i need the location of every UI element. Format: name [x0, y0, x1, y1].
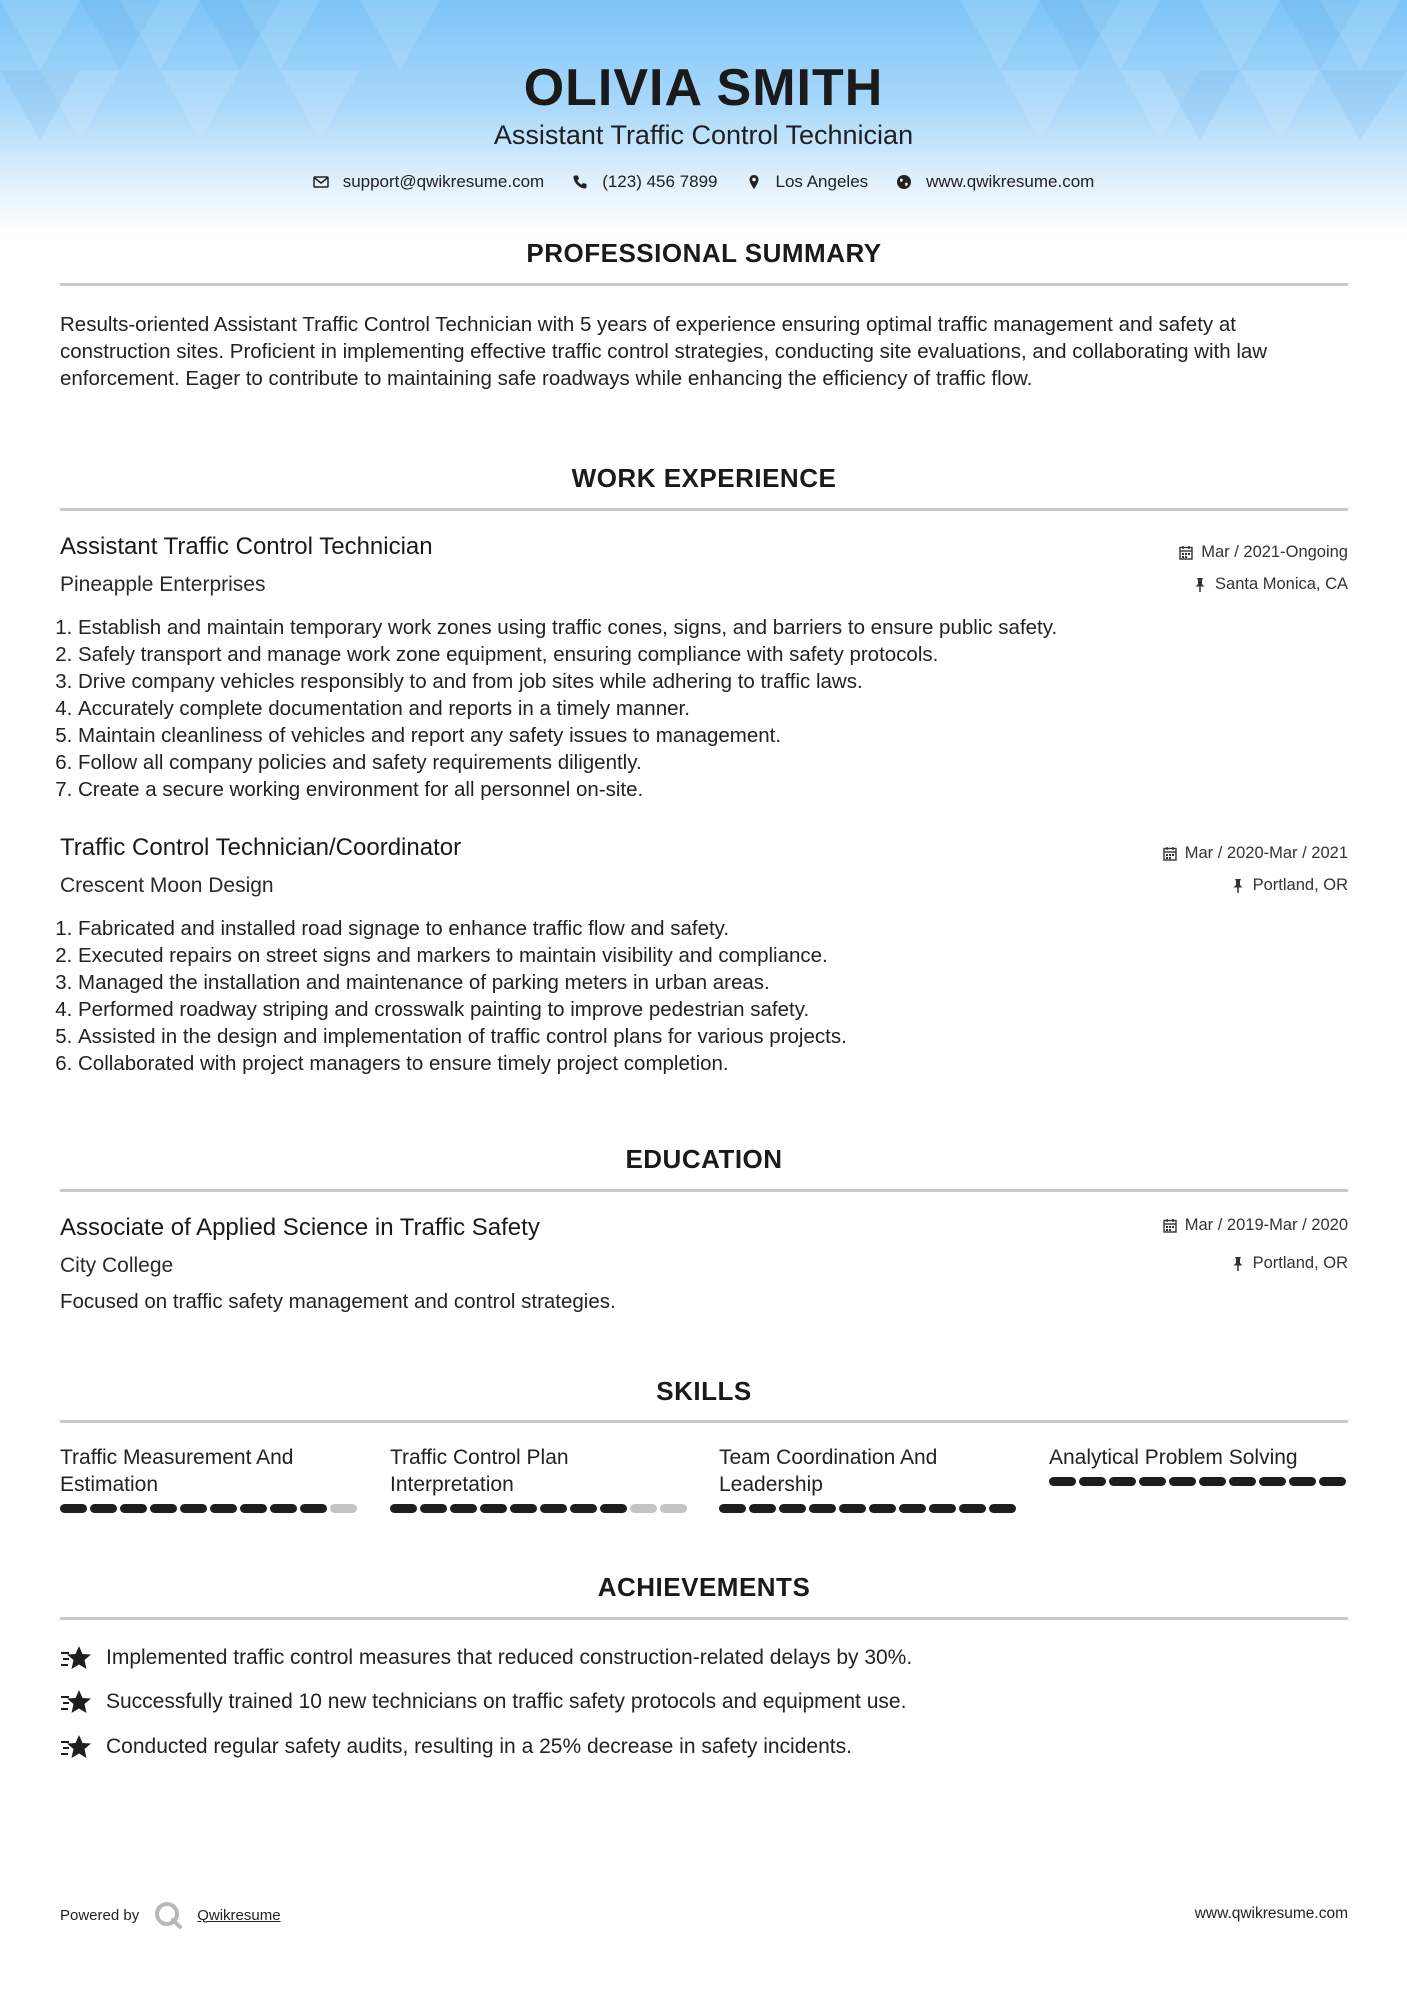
qwikresume-logo-icon	[153, 1900, 183, 1930]
pushpin-icon	[1231, 878, 1245, 893]
job-duties-list	[60, 614, 1368, 803]
contact-email[interactable]	[313, 172, 545, 192]
job-location-text: Santa Monica, CA	[1215, 575, 1348, 593]
skill-segment-filled	[420, 1504, 447, 1513]
skill-segment-filled	[270, 1504, 297, 1513]
powered-by-label: Powered by	[60, 1906, 140, 1924]
achievement-text: Conducted regular safety audits, resulting in a 25% decrease in safety incidents.	[106, 1735, 852, 1758]
duty-item: 6. Follow all company policies and safety requirements diligently.	[78, 749, 1368, 776]
summary-divider	[60, 283, 1348, 286]
duty-item: 6. Collaborated with project managers to ensure timely project completion.	[78, 1050, 1368, 1077]
skill-label: Traffic Measurement And Estimation	[60, 1446, 294, 1496]
contact-phone[interactable]	[572, 172, 717, 192]
contact-location	[746, 172, 869, 192]
education-description: Focused on traffic safety management and control strategies.	[60, 1290, 616, 1313]
email-text: support@qwikresume.com	[342, 172, 545, 191]
candidate-name: OLIVIA SMITH	[523, 59, 884, 117]
website-text: www.qwikresume.com	[926, 172, 1095, 191]
star-icon	[60, 1689, 92, 1715]
job-location	[1193, 575, 1348, 594]
summary-heading: PROFESSIONAL SUMMARY	[526, 238, 882, 268]
skill-level-bar	[390, 1504, 690, 1513]
skill-segment-filled	[1229, 1477, 1256, 1486]
skill-segment-filled	[210, 1504, 237, 1513]
job-location	[1231, 876, 1348, 895]
skill-segment-filled	[600, 1504, 627, 1513]
experience-divider	[60, 508, 1348, 511]
star-icon	[60, 1734, 92, 1760]
experience-heading: WORK EXPERIENCE	[571, 463, 837, 493]
duty-item: 5. Assisted in the design and implementation of traffic control plans for various projects.	[78, 1023, 1368, 1050]
contact-bar	[0, 172, 1407, 192]
duty-item: 1. Establish and maintain temporary work zones using traffic cones, signs, and barriers to ensure public safety.	[78, 614, 1368, 641]
duty-item: 1. Fabricated and installed road signage to enhance traffic flow and safety.	[78, 915, 1368, 942]
contact-website[interactable]	[896, 172, 1094, 192]
job-title: Assistant Traffic Control Technician	[60, 533, 433, 560]
skill-segment-filled	[1049, 1477, 1076, 1486]
education-location-text: Portland, OR	[1252, 1254, 1348, 1272]
skill-item	[1049, 1444, 1349, 1486]
skill-segment-filled	[450, 1504, 477, 1513]
job-dates-text: Mar / 2021-Ongoing	[1201, 543, 1348, 561]
job-company: Crescent Moon Design	[60, 874, 274, 897]
job-dates-text: Mar / 2020-Mar / 2021	[1184, 844, 1348, 862]
envelope-icon	[313, 174, 329, 190]
qwikresume-link[interactable]: Qwikresume	[197, 1906, 281, 1924]
skill-segment-empty	[330, 1504, 357, 1513]
skill-item	[719, 1444, 1019, 1513]
duty-item: 5. Maintain cleanliness of vehicles and report any safety issues to management.	[78, 722, 1368, 749]
duty-item: 4. Performed roadway striping and crosswalk painting to improve pedestrian safety.	[78, 996, 1368, 1023]
skill-segment-empty	[630, 1504, 657, 1513]
skill-level-bar	[719, 1504, 1019, 1513]
skill-level-bar	[60, 1504, 360, 1513]
skill-segment-filled	[540, 1504, 567, 1513]
skill-segment-filled	[1079, 1477, 1106, 1486]
skill-segment-empty	[660, 1504, 687, 1513]
job-duties-list	[60, 915, 1368, 1077]
education-heading: EDUCATION	[625, 1144, 783, 1174]
duty-item: 3. Managed the installation and maintenance of parking meters in urban areas.	[78, 969, 1368, 996]
duty-item: 2. Executed repairs on street signs and markers to maintain visibility and compliance.	[78, 942, 1368, 969]
achievement-item	[60, 1734, 852, 1760]
skill-segment-filled	[300, 1504, 327, 1513]
education-divider	[60, 1189, 1348, 1192]
job-dates	[1163, 844, 1348, 863]
skills-heading: SKILLS	[656, 1376, 752, 1406]
duty-item: 2. Safely transport and manage work zone equipment, ensuring compliance with safety protocols.	[78, 641, 1368, 668]
skill-segment-filled	[1259, 1477, 1286, 1486]
skill-segment-filled	[1199, 1477, 1226, 1486]
skill-segment-filled	[929, 1504, 956, 1513]
skill-segment-filled	[1169, 1477, 1196, 1486]
skill-level-bar	[1049, 1477, 1349, 1486]
skill-segment-filled	[60, 1504, 87, 1513]
skill-segment-filled	[749, 1504, 776, 1513]
skill-segment-filled	[989, 1504, 1016, 1513]
job-location-text: Portland, OR	[1252, 876, 1348, 894]
footer-powered-by	[60, 1900, 281, 1930]
footer-website[interactable]: www.qwikresume.com	[1194, 1905, 1348, 1922]
skill-segment-filled	[779, 1504, 806, 1513]
skill-segment-filled	[1139, 1477, 1166, 1486]
duty-item: 7. Create a secure working environment for all personnel on-site.	[78, 776, 1368, 803]
skill-segment-filled	[180, 1504, 207, 1513]
skill-label: Team Coordination And Leadership	[719, 1446, 938, 1496]
skill-segment-filled	[1109, 1477, 1136, 1486]
calendar-icon	[1163, 846, 1177, 861]
achievements-heading: ACHIEVEMENTS	[597, 1572, 811, 1602]
globe-icon	[896, 174, 912, 190]
pushpin-icon	[1231, 1256, 1245, 1271]
skill-segment-filled	[1289, 1477, 1316, 1486]
skill-segment-filled	[719, 1504, 746, 1513]
skill-segment-filled	[959, 1504, 986, 1513]
degree-title: Associate of Applied Science in Traffic Safety	[60, 1214, 540, 1241]
skill-segment-filled	[120, 1504, 147, 1513]
achievements-divider	[60, 1617, 1348, 1620]
skill-segment-filled	[90, 1504, 117, 1513]
phone-icon	[572, 174, 588, 190]
skill-segment-filled	[839, 1504, 866, 1513]
skill-segment-filled	[899, 1504, 926, 1513]
skill-segment-filled	[480, 1504, 507, 1513]
job-company: Pineapple Enterprises	[60, 573, 266, 596]
duty-item: 4. Accurately complete documentation and reports in a timely manner.	[78, 695, 1368, 722]
achievement-item	[60, 1689, 906, 1715]
education-dates	[1163, 1216, 1348, 1235]
map-pin-icon	[746, 174, 762, 190]
achievement-text: Implemented traffic control measures that reduced construction-related delays by 30%.	[106, 1646, 913, 1669]
school-name: City College	[60, 1254, 174, 1277]
skill-segment-filled	[390, 1504, 417, 1513]
skill-segment-filled	[510, 1504, 537, 1513]
calendar-icon	[1179, 545, 1193, 560]
skill-label: Analytical Problem Solving	[1049, 1446, 1298, 1469]
skill-segment-filled	[1319, 1477, 1346, 1486]
skill-segment-filled	[570, 1504, 597, 1513]
skills-divider	[60, 1420, 1348, 1423]
skill-item	[390, 1444, 690, 1513]
job-title: Traffic Control Technician/Coordinator	[60, 834, 462, 861]
achievement-text: Successfully trained 10 new technicians on traffic safety protocols and equipment use.	[106, 1690, 907, 1713]
skill-segment-filled	[150, 1504, 177, 1513]
duty-item: 3. Drive company vehicles responsibly to and from job sites while adhering to traffic laws.	[78, 668, 1368, 695]
candidate-title: Assistant Traffic Control Technician	[493, 120, 914, 150]
skill-segment-filled	[869, 1504, 896, 1513]
pushpin-icon	[1193, 577, 1207, 592]
education-location	[1231, 1254, 1348, 1273]
skill-item	[60, 1444, 360, 1513]
phone-text: (123) 456 7899	[602, 172, 718, 191]
calendar-icon	[1163, 1218, 1177, 1233]
education-dates-text: Mar / 2019-Mar / 2020	[1184, 1216, 1348, 1234]
location-text: Los Angeles	[775, 172, 869, 191]
achievement-item	[60, 1645, 912, 1671]
star-icon	[60, 1645, 92, 1671]
skill-label: Traffic Control Plan Interpretation	[390, 1446, 569, 1496]
skill-segment-filled	[240, 1504, 267, 1513]
summary-text: Results-oriented Assistant Traffic Control Technician with 5 years of experience ensuring optimal traffic management and safety at construction sites. Proficient in implementing effective traffic control strategies, conducting site evaluations, and collaborating with law enforcement. Eager to contribute to maintaining safe roadways while enhancing the efficiency of traffic flow.	[60, 313, 1268, 390]
skill-segment-filled	[809, 1504, 836, 1513]
job-dates	[1179, 543, 1348, 562]
